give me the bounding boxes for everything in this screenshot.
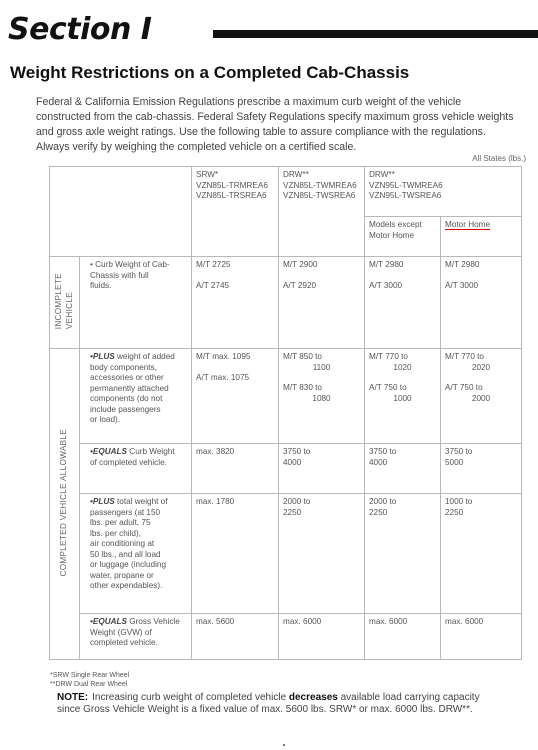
- header-drw-95: [365, 167, 522, 217]
- cell-drw-95-motorhome: [441, 257, 522, 349]
- units-caption: All States (lbs.): [472, 154, 526, 163]
- cell-value: max. 5600: [196, 617, 235, 626]
- cell-drw-95-motorhome: [441, 349, 522, 444]
- row-label: •PLUS: [90, 352, 115, 361]
- description-line: permanently attached: [90, 383, 169, 393]
- section-header: [8, 12, 538, 47]
- cell-value: max. 3820: [196, 447, 235, 456]
- row-description: [80, 444, 192, 494]
- cell-drw-95-except: [365, 444, 441, 494]
- description-line: completed vehicle.: [90, 638, 158, 647]
- description-line: water, propane or: [90, 570, 154, 580]
- row-description: [80, 257, 192, 349]
- weight-table: [49, 166, 522, 660]
- note-text: Increasing curb weight of completed vehicle: [92, 692, 289, 703]
- header-line: DRW**: [369, 170, 395, 179]
- cell-drw-95-except: [365, 349, 441, 444]
- description-line: or load).: [90, 415, 121, 424]
- description-line: fluids.: [90, 281, 112, 290]
- group-completed-label: COMPLETED VEHICLE ALLOWABLE: [59, 428, 69, 576]
- cell-srw: [192, 349, 279, 444]
- cell-value: M/T 2900: [283, 260, 318, 269]
- group-completed: [50, 349, 80, 660]
- cell-value: A/T 3000: [369, 280, 403, 290]
- header-corner: [50, 167, 192, 257]
- header-line: VZN85L-TWSREA6: [283, 191, 356, 200]
- description-line: total weight of: [114, 497, 168, 506]
- row-description: [80, 614, 192, 660]
- group-incomplete-line: VEHICLE: [64, 291, 74, 329]
- cell-value: 2250: [445, 507, 464, 517]
- cell-value: 2000 to: [369, 497, 397, 506]
- cell-drw-95-motorhome: [441, 614, 522, 660]
- table-row: [50, 349, 522, 444]
- cell-value: 2020: [471, 362, 491, 372]
- description-line: include passengers: [90, 404, 161, 414]
- subheader-except-motorhome: [365, 217, 441, 257]
- cell-srw: [192, 444, 279, 494]
- row-label: •EQUALS: [90, 447, 127, 456]
- cell-value: 1000 to: [445, 497, 473, 506]
- cell-value: M/T max. 1095: [196, 352, 251, 361]
- cell-drw-95-motorhome: [441, 444, 522, 494]
- description-line: Curb Weight: [127, 447, 175, 456]
- cell-value: max. 6000: [283, 617, 322, 626]
- cell-value: A/T 2745: [196, 280, 230, 290]
- cell-value: M/T 850 to: [283, 352, 322, 361]
- description-line: 50 lbs., and all load: [90, 549, 161, 559]
- subheader-line: Models except: [369, 220, 422, 229]
- header-drw-85: [279, 167, 365, 257]
- cell-value: M/T 2725: [196, 260, 231, 269]
- cell-value: 1000: [393, 393, 412, 403]
- section-rule: [213, 30, 538, 38]
- cell-value: A/T 2920: [283, 280, 317, 290]
- cell-srw: [192, 614, 279, 660]
- cell-value: M/T 2980: [445, 260, 480, 269]
- cell-value: 3750 to: [283, 447, 311, 456]
- description-line: weight of added: [114, 352, 175, 361]
- cell-drw-95-except: [365, 257, 441, 349]
- description-line: lbs. per child),: [90, 528, 141, 538]
- footnotes: [50, 671, 129, 689]
- row-label: •PLUS: [90, 497, 115, 506]
- subheader-motorhome: [441, 217, 522, 257]
- table-row: [50, 444, 522, 494]
- cell-value: 3750 to: [445, 447, 473, 456]
- cell-value: max. 1780: [196, 497, 235, 506]
- table-row: [50, 494, 522, 614]
- description-line: or luggage (including: [90, 560, 167, 569]
- cell-value: max. 6000: [445, 617, 484, 626]
- cell-value: M/T 2980: [369, 260, 404, 269]
- cell-value: 5000: [445, 457, 464, 467]
- note-label: NOTE:: [57, 692, 89, 703]
- table-header-row: [50, 167, 522, 217]
- header-line: VZN95L-TWMREA6: [369, 180, 443, 190]
- description-line: air conditioning at: [90, 539, 155, 548]
- cell-value: 2000 to: [283, 497, 311, 506]
- table-row: [50, 614, 522, 660]
- description-line: other expendables).: [90, 581, 163, 590]
- description-line: Gross Vehicle: [127, 617, 180, 626]
- subheader-motorhome-label: Motor Home: [445, 220, 491, 229]
- cell-value: M/T 770 to: [369, 352, 408, 361]
- description-line: passengers (at 150: [90, 507, 161, 517]
- header-line: VZN85L-TRMREA6: [196, 180, 268, 190]
- cell-drw-85: [279, 444, 365, 494]
- footnote: *SRW Single Rear Wheel: [50, 672, 130, 679]
- cell-value: max. 6000: [369, 617, 408, 626]
- group-incomplete: [50, 257, 80, 349]
- description-line: • Curb Weight of Cab-: [90, 260, 170, 269]
- header-line: SRW*: [196, 170, 219, 179]
- header-line: VZN85L-TWMREA6: [283, 180, 357, 190]
- cell-drw-95-except: [365, 614, 441, 660]
- description-line: Weight (GVW) of: [90, 627, 152, 637]
- row-description: [80, 494, 192, 614]
- description-line: accessories or other: [90, 373, 164, 382]
- cell-srw: [192, 494, 279, 614]
- row-label: •EQUALS: [90, 617, 127, 626]
- footnote: **DRW Dual Rear Wheel: [50, 681, 128, 688]
- description-line: lbs. per adult, 75: [90, 518, 151, 527]
- cell-drw-85: [279, 494, 365, 614]
- row-description: [80, 349, 192, 444]
- cell-value: 2250: [369, 507, 388, 517]
- description-line: body components,: [90, 362, 157, 372]
- section-title: Section I: [8, 12, 152, 47]
- cell-value: A/T max. 1075: [196, 372, 250, 382]
- cell-value: 1100: [312, 362, 331, 372]
- cell-value: A/T 3000: [445, 280, 479, 290]
- cell-value: 3750 to: [369, 447, 397, 456]
- group-incomplete-line: INCOMPLETE: [54, 272, 63, 329]
- table-row: [50, 257, 522, 349]
- cell-drw-95-motorhome: [441, 494, 522, 614]
- cell-value: 4000: [369, 457, 388, 467]
- page-title: Weight Restrictions on a Completed Cab-Chassis: [10, 63, 410, 82]
- cell-value: M/T 770 to: [445, 352, 484, 361]
- description-line: components (do not: [90, 394, 163, 403]
- header-line: VZN95L-TWSREA6: [369, 191, 442, 200]
- subheader-line: Motor Home: [369, 230, 415, 240]
- note: [57, 692, 497, 716]
- cell-value: 2000: [471, 393, 491, 403]
- header-srw: [192, 167, 279, 257]
- header-line: DRW**: [283, 170, 309, 179]
- cell-value: 2250: [283, 507, 302, 517]
- description-line: of completed vehicle.: [90, 457, 167, 467]
- cell-value: M/T 830 to: [283, 383, 322, 392]
- cell-value: 4000: [283, 457, 302, 467]
- cell-drw-85: [279, 349, 365, 444]
- header-line: VZN85L-TRSREA6: [196, 191, 267, 200]
- note-text: available load carrying capacity since Gross Vehicle Weight is a fixed value of max. 5600 lbs. SRW* or max. 6000 lbs. DRW**.: [57, 692, 480, 715]
- cell-value: A/T 750 to: [445, 383, 483, 392]
- note-emphasis: decreases: [288, 692, 338, 703]
- cell-value: A/T 750 to: [369, 383, 407, 392]
- cell-srw: [192, 257, 279, 349]
- cell-drw-85: [279, 614, 365, 660]
- description-line: Chassis with full: [90, 270, 149, 280]
- cell-drw-95-except: [365, 494, 441, 614]
- cell-value: 1080: [312, 393, 331, 403]
- page-mark: [283, 744, 285, 746]
- cell-drw-85: [279, 257, 365, 349]
- intro-paragraph: Federal & California Emission Regulations prescribe a maximum curb weight of the vehicle constructed from the cab-chassis. Federal Safety Regulations specify maximum gross vehicle weights and gross axle weight ratings. Use the following table to assure compliance with the regulations. Always verify by weighing the completed vehicle on a certified scale.: [36, 96, 514, 153]
- cell-value: 1020: [393, 362, 412, 372]
